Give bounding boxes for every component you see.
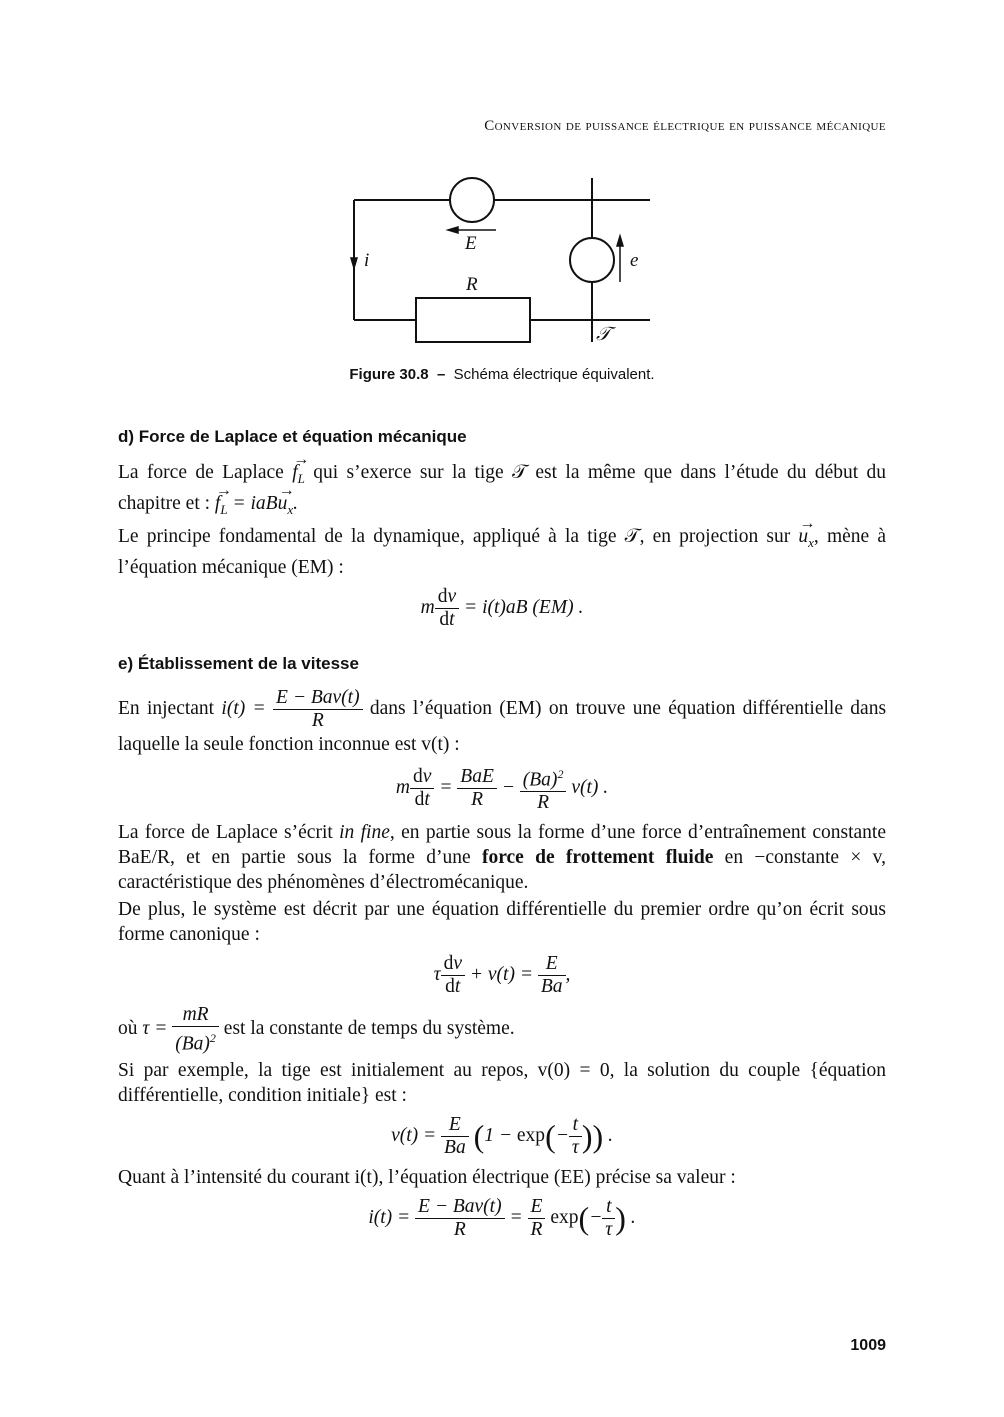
equation-velocity-solution: v(t) = $\frac{E}{Ba}$ (1 − exp(− $\frac{t}{\tau}$ )) . [391, 1113, 613, 1158]
figure-caption: Figure 30.8 – Schéma électrique équivalent. [349, 366, 655, 383]
section-d-paragraph-2: Le principe fondamental de la dynamique, appliqué à la tige 𝒯, en projection sur → $u_x$, mène à l’équation mécanique (EM) : [118, 524, 886, 580]
equation-canonical: τ $\frac{dv}{dt}$ + v(t) = $\frac{E}{Ba}$ , [433, 953, 571, 998]
section-e-paragraph-1: En injectant i(t) = $\frac{\text{E − Bav(t)}}{R}$ dans l’équation (EM) on trouve une équation différentielle dans laquelle la seule fonction inconnue est v(t) : [118, 686, 887, 755]
equation-EM: m $\frac{dv}{dt}$ = i(t)aB (EM) . [420, 585, 584, 630]
label-T: 𝒯 [596, 324, 611, 345]
arrow-e-icon [617, 236, 623, 246]
section-d-paragraph-1: La force de Laplace → $f_L$ qui s’exerce sur la tige 𝒯 est la même que dans l’étude du début du chapitre et : → $f_L = iaB\to u_x$. [118, 460, 886, 522]
running-header: Conversion de puissance électrique en puissance mécanique [484, 118, 886, 134]
section-e-paragraph-3: De plus, le système est décrit par une équation différentielle du premier ordre qu’on écrit sous forme canonique : [118, 899, 886, 946]
page-number: 1009 [850, 1337, 886, 1354]
section-e-paragraph-6: Quant à l’intensité du courant i(t), l’équation électrique (EE) précise sa valeur : [118, 1166, 736, 1188]
section-d-title: d) Force de Laplace et équation mécanique [118, 427, 467, 446]
section-e-paragraph-5: Si par exemple, la tige est initialement au repos, v(0) = 0, la solution du couple {équation différentielle, condition initiale} est : [118, 1059, 886, 1106]
section-e-paragraph-2: La force de Laplace s’écrit in fine, en partie sous la forme d’une force d’entraînement constante BaE/R, et en partie sous la forme d’une force de frottement fluide en −constante × v, caractéristique des phénomènes d’électromécanique. [118, 822, 887, 894]
section-e-title: e) Établissement de la vitesse [118, 653, 359, 673]
section-e-paragraph-4: où τ = $\frac{mR}{(Ba)^2}$ est la constante de temps du système. [118, 1004, 515, 1055]
label-i: i [364, 250, 370, 271]
label-R: R [466, 274, 478, 295]
body-text [118, 424, 886, 1247]
source-E-circle [450, 178, 494, 222]
arrow-i-icon [351, 258, 357, 268]
label-e: e [630, 250, 639, 271]
arrow-E-icon [448, 227, 458, 233]
source-e-circle [570, 238, 614, 282]
equation-current: i(t) = $\frac{\text{E − Bav(t)}}{R}$ = $\frac{E}{R}$ exp(− $\frac{t}{\tau}$ ) . [368, 1195, 636, 1240]
circuit-diagram [330, 172, 670, 352]
label-E: E [465, 233, 477, 254]
resistor-R [416, 298, 530, 342]
equation-velocity-ode: m $\frac{dv}{dt}$ = $\frac{\text{BaE}}{R}$ − $\frac{(Ba)^2}{R}$ v(t) . [118, 763, 886, 815]
